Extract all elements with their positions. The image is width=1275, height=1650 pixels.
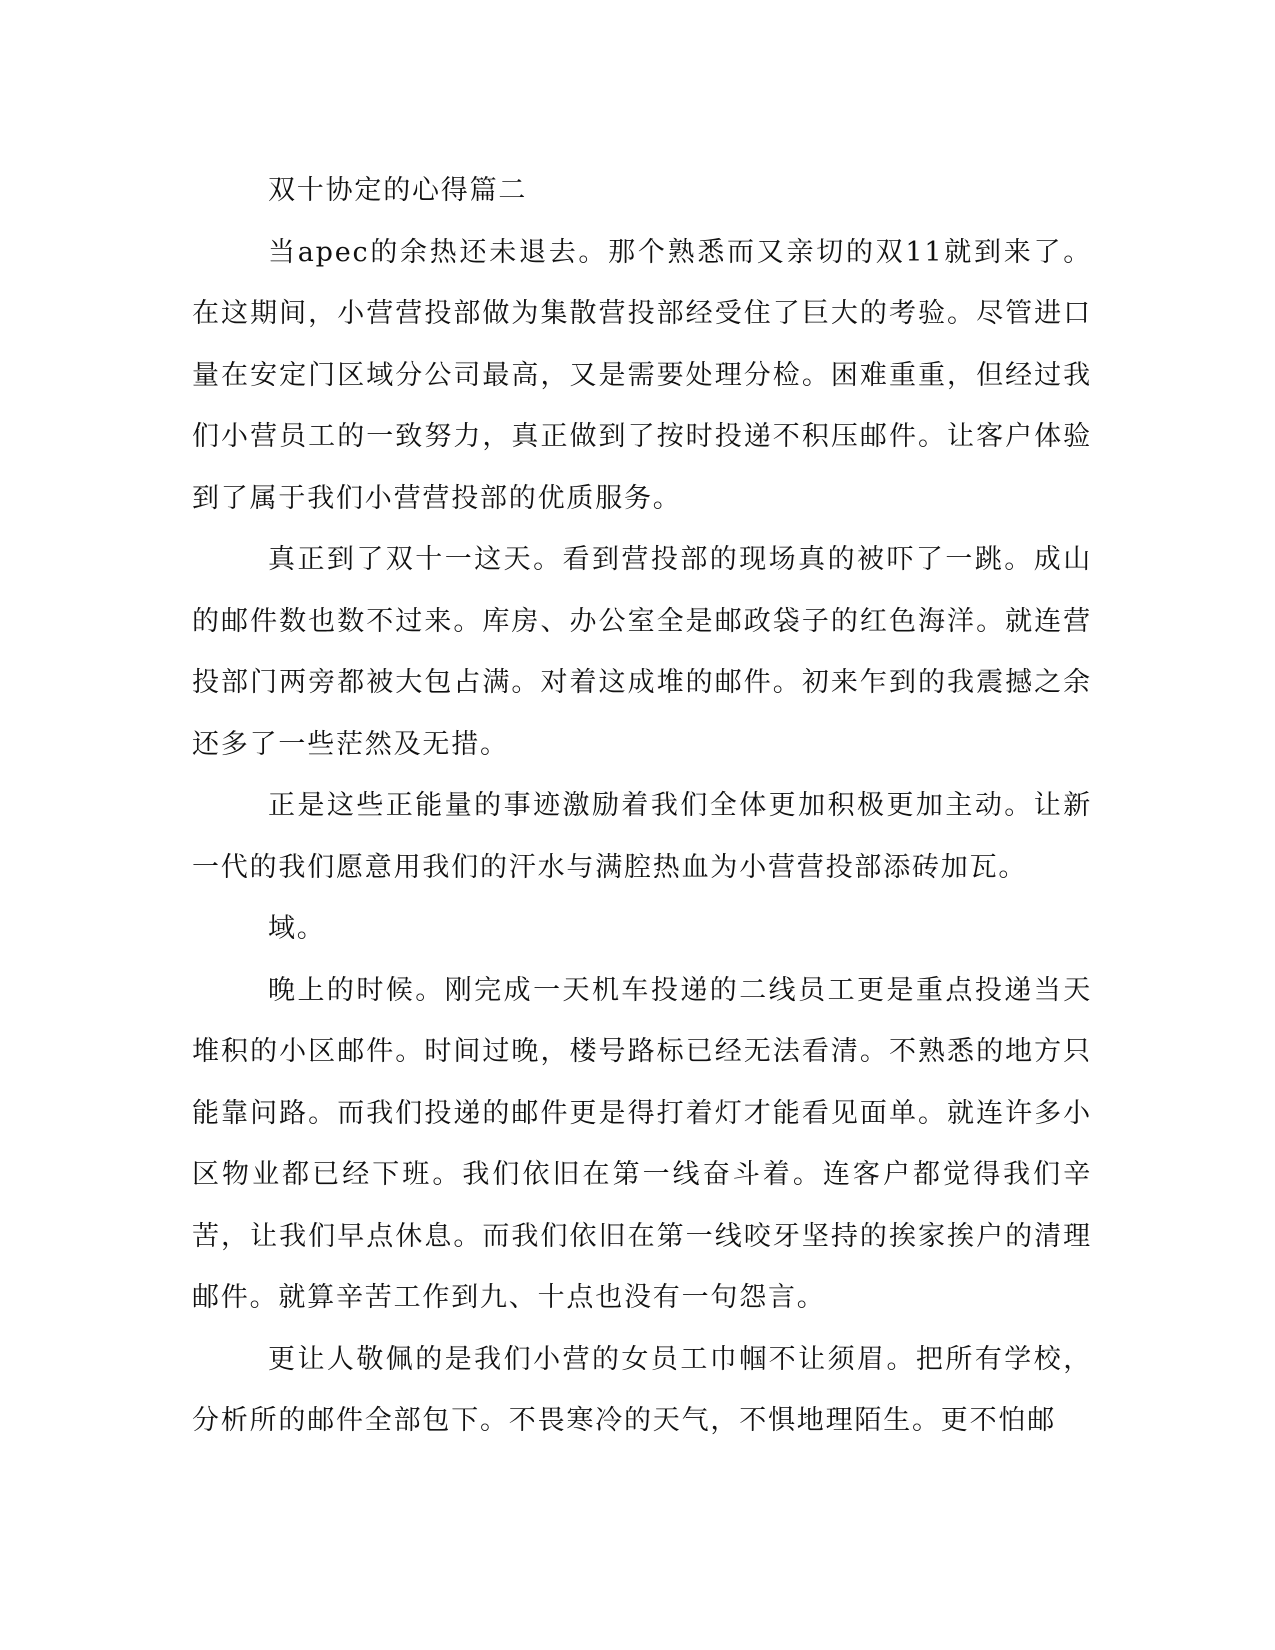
paragraph-2: 真正到了双十一这天。看到营投部的现场真的被吓了一跳。成山的邮件数也数不过来。库房、办公室全是邮政袋子的红色海洋。就连营投部门两旁都被大包占满。对着这成堆的邮件。初来乍到的我震撼之余还多了一些茫然及无措。 xyxy=(192,544,1092,760)
paragraph-1: 当apec的余热还未退去。那个熟悉而又亲切的双11就到来了。在这期间，小营营投部做为集散营投部经受住了巨大的考验。尽管进口量在安定门区域分公司最高，又是需要处理分检。困难重重，但经过我们小营员工的一致努力，真正做到了按时投递不积压邮件。让客户体验到了属于我们小营营投部的优质服务。 xyxy=(192,236,1092,514)
document-body xyxy=(192,160,1092,1452)
document-title: 双十协定的心得篇二 xyxy=(268,175,528,206)
paragraph-6: 更让人敬佩的是我们小营的女员工巾帼不让须眉。把所有学校，分析所的邮件全部包下。不畏寒冷的天气，不惧地理陌生。更不怕邮 xyxy=(192,1343,1092,1436)
paragraph-3: 正是这些正能量的事迹激励着我们全体更加积极更加主动。让新一代的我们愿意用我们的汗水与满腔热血为小营营投部添砖加瓦。 xyxy=(192,790,1092,883)
paragraph-4: 域。 xyxy=(268,913,326,944)
paragraph-5: 晚上的时候。刚完成一天机车投递的二线员工更是重点投递当天堆积的小区邮件。时间过晚，楼号路标已经无法看清。不熟悉的地方只能靠问路。而我们投递的邮件更是得打着灯才能看见面单。就连许多小区物业都已经下班。我们依旧在第一线奋斗着。连客户都觉得我们辛苦，让我们早点休息。而我们依旧在第一线咬牙坚持的挨家挨户的清理邮件。就算辛苦工作到九、十点也没有一句怨言。 xyxy=(192,974,1092,1313)
